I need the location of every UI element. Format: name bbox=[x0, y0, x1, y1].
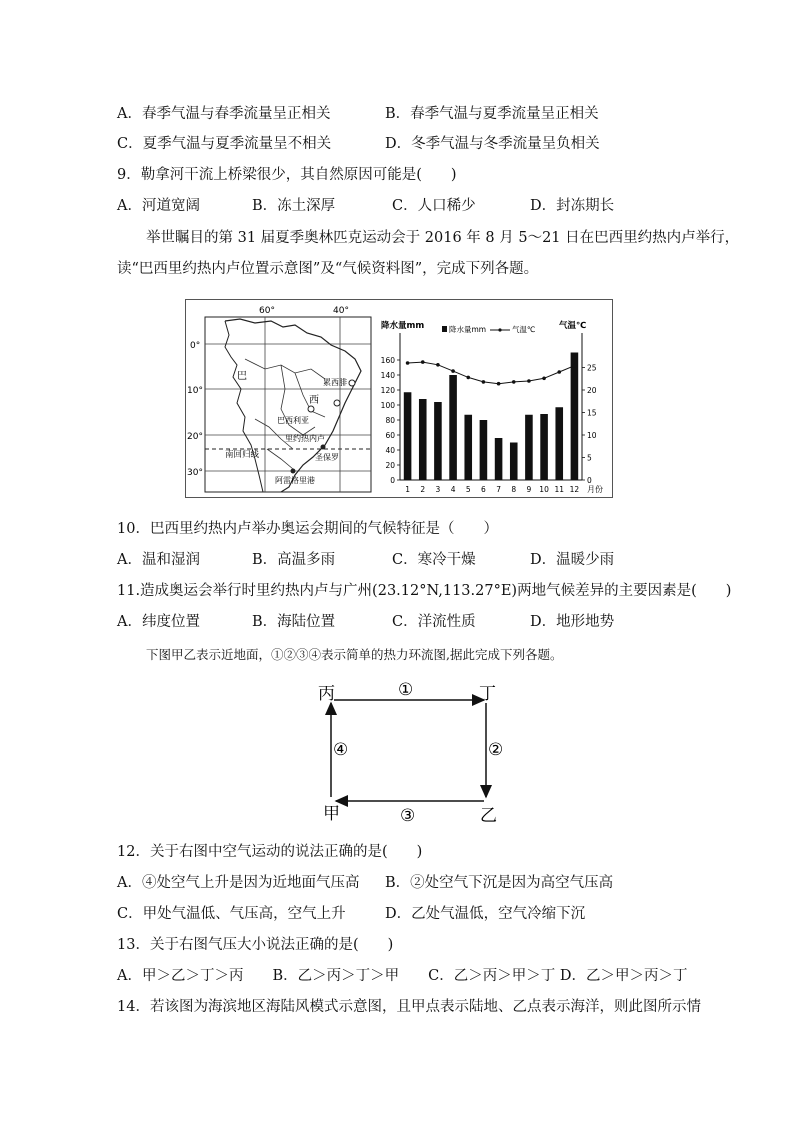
city-label-brasilia: 巴西利亚 bbox=[277, 416, 309, 425]
precip-bar bbox=[510, 443, 518, 481]
temperature-point bbox=[527, 379, 531, 383]
q9-option-d: D．封冻期长 bbox=[530, 198, 615, 214]
q9-option-b: B．冻土深厚 bbox=[252, 198, 336, 214]
month-tick-label: 10 bbox=[539, 485, 549, 494]
precip-tick-label: 160 bbox=[380, 356, 395, 365]
temperature-point bbox=[497, 382, 501, 386]
month-tick-label: 6 bbox=[481, 485, 486, 494]
q9-stem: 9．勒拿河干流上桥梁很少，其自然原因可能是( ) bbox=[117, 167, 457, 183]
precip-tick-label: 20 bbox=[385, 461, 395, 470]
q14-stem: 14．若该图为海滨地区海陆风模式示意图，且甲点表示陆地、乙点表示海洋，则此图所示情 bbox=[117, 999, 701, 1015]
temperature-point bbox=[542, 377, 546, 381]
temperature-point bbox=[421, 360, 425, 364]
q8-option-d: D．冬季气温与冬季流量呈负相关 bbox=[385, 136, 600, 152]
city-brasilia-marker bbox=[308, 406, 314, 412]
q9-option-c: C．人口稀少 bbox=[392, 198, 476, 214]
brazil-location-map bbox=[187, 306, 371, 492]
q13-options: A．甲＞乙＞丁＞丙 B．乙＞丙＞丁＞甲 C．乙＞丙＞甲＞丁 D．乙＞甲＞丙＞丁 bbox=[117, 968, 688, 984]
temp-tick-label: 25 bbox=[587, 363, 597, 373]
temperature-point bbox=[557, 370, 561, 374]
temperature-point bbox=[512, 380, 516, 384]
month-tick-label: 2 bbox=[420, 485, 426, 494]
month-tick-label: 1 bbox=[405, 485, 410, 494]
country-label-1: 巴 bbox=[237, 371, 247, 382]
precip-tick-label: 60 bbox=[385, 431, 395, 440]
label-arrow-4: ④ bbox=[333, 740, 349, 760]
right-axis-title: 气温℃ bbox=[559, 321, 587, 331]
temperature-point bbox=[573, 364, 577, 368]
q12-option-d: D．乙处气温低，空气冷缩下沉 bbox=[385, 906, 586, 922]
q12-option-c: C．甲处气温低、气压高，空气上升 bbox=[117, 906, 346, 922]
label-arrow-3: ③ bbox=[400, 806, 416, 826]
month-tick-label: 11 bbox=[554, 485, 565, 494]
legend-precip: 降水量mm bbox=[449, 325, 487, 334]
q8-option-c: C．夏季气温与夏季流量呈不相关 bbox=[117, 136, 332, 152]
temperature-point bbox=[466, 376, 470, 380]
precip-bar bbox=[464, 415, 472, 480]
precip-bar bbox=[480, 420, 488, 480]
precip-bar bbox=[495, 438, 503, 480]
precip-tick-label: 0 bbox=[390, 476, 395, 485]
city-label-saopaulo: 圣保罗 bbox=[315, 453, 339, 462]
q10-option-b: B．高温多雨 bbox=[252, 552, 336, 568]
precip-bar bbox=[540, 414, 548, 480]
label-ding: 丁 bbox=[479, 684, 496, 704]
temp-tick-label: 0 bbox=[587, 476, 592, 485]
lat-label-20: 20° bbox=[187, 432, 203, 442]
q12-option-b: B．②处空气下沉是因为高空气压高 bbox=[385, 875, 614, 891]
thermal-circulation-diagram bbox=[310, 675, 510, 830]
q12-option-a: A．④处空气上升是因为近地面气压高 bbox=[117, 875, 360, 891]
city-saopaulo-marker bbox=[321, 445, 326, 450]
figure-map-climate bbox=[185, 299, 613, 498]
legend-bar-swatch bbox=[442, 326, 447, 332]
month-tick-label: 5 bbox=[465, 485, 471, 494]
left-axis-title: 降水量mm bbox=[381, 321, 425, 331]
precip-tick-label: 100 bbox=[380, 401, 395, 410]
q9-option-a: A．河道宽阔 bbox=[117, 198, 200, 214]
month-tick-label: 8 bbox=[511, 485, 517, 494]
precip-bar bbox=[525, 415, 533, 480]
tropic-label: 南回归线 bbox=[225, 450, 260, 460]
q10-option-d: D．温暖少雨 bbox=[530, 552, 615, 568]
lon-label-60: 60° bbox=[259, 306, 275, 316]
q11-option-d: D．地形地势 bbox=[530, 614, 615, 630]
label-arrow-1: ① bbox=[398, 680, 414, 700]
label-arrow-2: ② bbox=[488, 740, 504, 760]
label-yi: 乙 bbox=[480, 806, 497, 826]
q10-option-a: A．温和湿润 bbox=[117, 552, 200, 568]
city-label-rio: 里约热内卢 bbox=[285, 434, 325, 443]
precip-bar bbox=[434, 402, 442, 480]
temp-tick-label: 20 bbox=[587, 386, 597, 395]
precip-bar bbox=[404, 392, 412, 480]
precip-tick-label: 140 bbox=[380, 371, 395, 380]
city-recife-marker bbox=[349, 380, 355, 386]
q11-option-a: A．纬度位置 bbox=[117, 614, 200, 630]
month-tick-label: 7 bbox=[496, 485, 501, 494]
q8-option-a: A．春季气温与春季流量呈正相关 bbox=[117, 106, 331, 122]
country-label-2: 西 bbox=[309, 395, 319, 406]
label-bing: 丙 bbox=[318, 684, 335, 704]
precip-tick-label: 40 bbox=[385, 446, 395, 455]
q8-option-b: B．春季气温与夏季流量呈正相关 bbox=[385, 106, 599, 122]
q12-stem: 12．关于右图中空气运动的说法正确的是( ) bbox=[117, 844, 423, 860]
lat-label-30: 30° bbox=[187, 468, 203, 478]
temp-tick-label: 10 bbox=[587, 431, 597, 440]
temperature-point bbox=[482, 380, 486, 384]
precip-bar bbox=[555, 407, 563, 480]
precip-bar bbox=[419, 399, 427, 480]
city-rio-marker bbox=[334, 400, 340, 406]
city-portoalegre-marker bbox=[291, 469, 296, 474]
temperature-point bbox=[436, 363, 440, 367]
temperature-point bbox=[451, 369, 455, 373]
temp-tick-label: 15 bbox=[587, 408, 597, 418]
q10-option-c: C．寒冷干燥 bbox=[392, 552, 476, 568]
precip-bar bbox=[571, 353, 579, 481]
q11-option-b: B．海陆位置 bbox=[252, 614, 336, 630]
intro-line-2: 读“巴西里约热内卢位置示意图”及“气候资料图”，完成下列各题。 bbox=[117, 261, 539, 277]
month-tick-label: 12 bbox=[569, 485, 580, 494]
precip-bar bbox=[449, 375, 457, 480]
legend-temp: 气温℃ bbox=[512, 325, 536, 334]
month-tick-label: 9 bbox=[526, 485, 532, 494]
temp-tick-label: 5 bbox=[587, 453, 592, 463]
lon-label-40: 40° bbox=[333, 306, 349, 316]
intro-line-1: 举世瞩目的第 31 届夏季奥林匹克运动会于 2016 年 8 月 5～21 日在巴西里约热内卢举行， bbox=[146, 230, 740, 246]
month-tick-label: 3 bbox=[435, 485, 441, 494]
label-jia: 甲 bbox=[323, 804, 340, 824]
lat-label-0: 0° bbox=[190, 341, 201, 351]
temperature-point bbox=[406, 361, 410, 365]
q10-stem: 10．巴西里约热内卢举办奥运会期间的气候特征是（ ） bbox=[117, 521, 498, 537]
x-axis-unit: 月份 bbox=[587, 485, 603, 494]
q11-stem: 11.造成奥运会举行时里约热内卢与广州(23.12°N,113.27°E)两地气候差异的主要因素是( ) bbox=[117, 583, 732, 599]
precip-tick-label: 120 bbox=[380, 386, 395, 395]
month-tick-label: 4 bbox=[450, 485, 456, 494]
intro-2: 下图甲乙表示近地面，①②③④表示简单的热力环流图,据此完成下列各题。 bbox=[146, 647, 563, 662]
q11-option-c: C．洋流性质 bbox=[392, 614, 476, 630]
city-label-portoalegre: 阿雷格里港 bbox=[275, 476, 315, 485]
city-label-recife: 累西腓 bbox=[323, 378, 347, 387]
q13-stem: 13．关于右图气压大小说法正确的是( ) bbox=[117, 937, 394, 953]
lat-label-10: 10° bbox=[187, 386, 203, 396]
precip-tick-label: 80 bbox=[385, 416, 395, 425]
